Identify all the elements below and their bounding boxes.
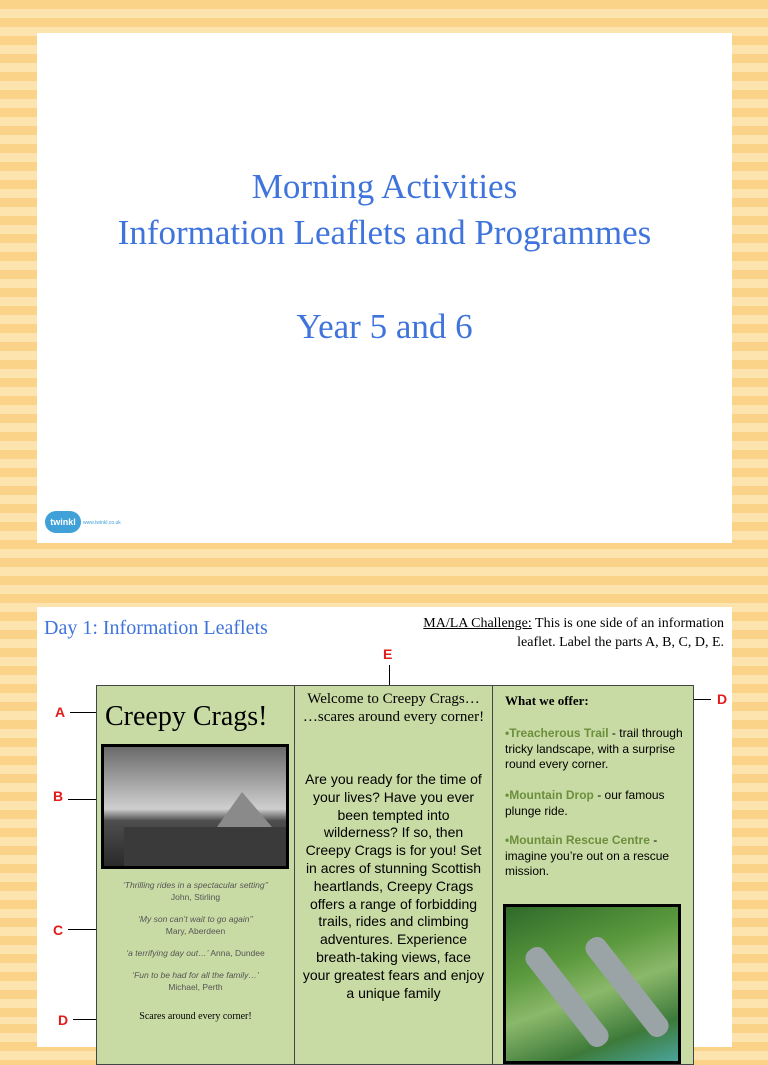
leaflet-column-2 [295, 686, 493, 1064]
label-d-right: D [717, 691, 728, 707]
offer-heading: What we offer: [505, 693, 589, 708]
label-a: A [55, 704, 66, 720]
title-line-1: Morning Activities [251, 167, 518, 206]
label-c: C [53, 922, 64, 938]
day-title: Day 1: Information Leaflets [44, 617, 268, 639]
quote-1: ‘Thrilling rides in a spectacular setting’’ [122, 880, 269, 890]
leaflet [96, 685, 694, 1065]
offer-item-2: •Mountain Drop - our famous plunge ride. [505, 788, 665, 818]
challenge-label: MA/LA Challenge: [423, 616, 532, 631]
leaflet-slide [37, 607, 732, 1047]
quote-4-author: Michael, Perth [168, 982, 223, 992]
slides-photo [503, 904, 681, 1064]
quote-4: ‘Fun to be had for all the family…’ [132, 970, 259, 980]
label-d-left: D [58, 1012, 69, 1028]
leaflet-body: Are you ready for the time of your lives? Have you ever been tempted into wilderness? If so, then Creepy Crags is for you! Set in acres of stunning Scottish heartlands, Creepy Crags offers a range of forbidding trails, rides and climbing adventures. Experience breath-taking views, face your greatest fears and enjoy a unique family [302, 771, 485, 1001]
twinkl-logo: twinkl [45, 511, 81, 533]
leaflet-column-3 [493, 686, 693, 1064]
label-e: E [383, 646, 393, 662]
offer-item-3: •Mountain Rescue Centre - imagine you’re out on a rescue mission. [505, 833, 670, 878]
arrow-e [389, 665, 390, 685]
quote-2-author: Mary, Aberdeen [165, 926, 226, 936]
title-line-2: Information Leaflets and Programmes [117, 213, 652, 252]
title-line-3: Year 5 and 6 [296, 307, 473, 346]
welcome-heading: Welcome to Creepy Crags… …scares around every corner! [302, 691, 485, 725]
quote-1-author: John, Stirling [170, 892, 221, 902]
twinkl-url: www.twinkl.co.uk [83, 520, 121, 526]
offer-item-1: •Treacherous Trail - trail through tricky landscape, with a surprise round every corner. [505, 726, 683, 771]
quote-2: ‘My son can’t wait to go again’’ [138, 914, 253, 924]
title-slide [37, 33, 732, 543]
challenge-text: MA/LA Challenge: This is one side of an information leaflet. Label the parts A, B, C, D, E. [423, 616, 724, 650]
tagline: Scares around every corner! [139, 1011, 252, 1022]
crags-photo [101, 744, 289, 869]
quote-3-author: Anna, Dundee [210, 948, 265, 958]
leaflet-title: Creepy Crags! [105, 701, 268, 732]
testimonials [97, 879, 294, 993]
slide-title [37, 164, 732, 350]
quote-3: ‘a terrifying day out…’ [126, 948, 209, 958]
label-b: B [53, 788, 64, 804]
leaflet-column-1 [97, 686, 295, 1064]
